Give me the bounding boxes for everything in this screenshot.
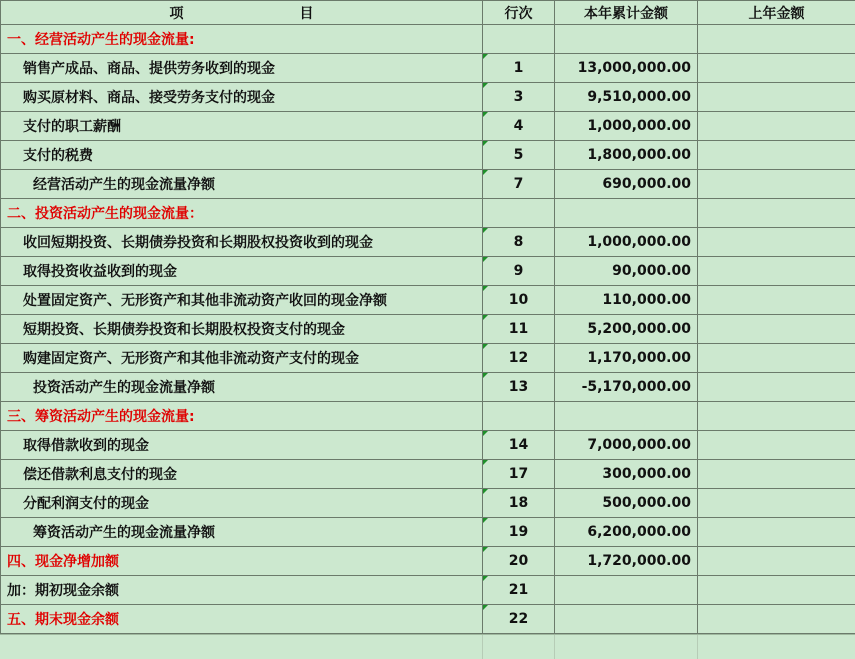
table-row	[1, 518, 855, 547]
item-cell[interactable]: 筹资活动产生的现金流量净额	[1, 518, 483, 547]
line-no-cell[interactable]: 17	[483, 460, 555, 489]
item-cell[interactable]: 购建固定资产、无形资产和其他非流动资产支付的现金	[1, 344, 483, 373]
item-cell[interactable]: 支付的税费	[1, 141, 483, 170]
line-no-cell[interactable]: 20	[483, 547, 555, 576]
item-cell[interactable]: 销售产成品、商品、提供劳务收到的现金	[1, 54, 483, 83]
table-row	[1, 431, 855, 460]
prior-year-amount-cell[interactable]	[698, 431, 855, 460]
line-no-cell[interactable]: 19	[483, 518, 555, 547]
prior-year-amount-cell[interactable]	[698, 54, 855, 83]
current-year-amount-cell[interactable]: 1,800,000.00	[555, 141, 698, 170]
item-cell[interactable]: 经营活动产生的现金流量净额	[1, 170, 483, 199]
table-row	[1, 25, 855, 54]
header-item-left: 项	[170, 6, 184, 22]
line-no-cell[interactable]: 5	[483, 141, 555, 170]
strip-divider	[554, 635, 555, 659]
table-row	[1, 54, 855, 83]
item-cell[interactable]: 收回短期投资、长期债券投资和长期股权投资收到的现金	[1, 228, 483, 257]
current-year-amount-cell[interactable]: 13,000,000.00	[555, 54, 698, 83]
prior-year-amount-cell[interactable]	[698, 257, 855, 286]
line-no-cell[interactable]: 11	[483, 315, 555, 344]
current-year-amount-cell[interactable]: 110,000.00	[555, 286, 698, 315]
current-year-amount-cell[interactable]: 500,000.00	[555, 489, 698, 518]
line-no-cell[interactable]	[483, 25, 555, 54]
table-row	[1, 112, 855, 141]
item-cell[interactable]: 二、投资活动产生的现金流量：	[1, 199, 483, 228]
item-cell[interactable]: 处置固定资产、无形资产和其他非流动资产收回的现金净额	[1, 286, 483, 315]
line-no-cell[interactable]: 10	[483, 286, 555, 315]
prior-year-amount-cell[interactable]	[698, 576, 855, 605]
prior-year-amount-cell[interactable]	[698, 605, 855, 634]
item-cell[interactable]: 购买原材料、商品、接受劳务支付的现金	[1, 83, 483, 112]
current-year-amount-cell[interactable]	[555, 402, 698, 431]
header-item-cell[interactable]	[1, 1, 483, 25]
line-no-cell[interactable]: 9	[483, 257, 555, 286]
table-row	[1, 547, 855, 576]
item-cell[interactable]: 三、筹资活动产生的现金流量:	[1, 402, 483, 431]
prior-year-amount-cell[interactable]	[698, 83, 855, 112]
table-row	[1, 373, 855, 402]
table-row	[1, 605, 855, 634]
current-year-amount-cell[interactable]: 300,000.00	[555, 460, 698, 489]
item-cell[interactable]: 取得借款收到的现金	[1, 431, 483, 460]
item-cell[interactable]: 四、现金净增加额	[1, 547, 483, 576]
line-no-cell[interactable]: 14	[483, 431, 555, 460]
line-no-cell[interactable]: 21	[483, 576, 555, 605]
current-year-amount-cell[interactable]: -5,170,000.00	[555, 373, 698, 402]
table-row	[1, 257, 855, 286]
item-cell[interactable]: 分配利润支付的现金	[1, 489, 483, 518]
line-no-cell[interactable]: 22	[483, 605, 555, 634]
empty-row-strip	[0, 634, 855, 659]
prior-year-amount-cell[interactable]	[698, 315, 855, 344]
prior-year-amount-cell[interactable]	[698, 402, 855, 431]
current-year-amount-cell[interactable]	[555, 576, 698, 605]
current-year-amount-cell[interactable]: 7,000,000.00	[555, 431, 698, 460]
line-no-cell[interactable]: 18	[483, 489, 555, 518]
current-year-amount-cell[interactable]: 1,000,000.00	[555, 112, 698, 141]
item-cell[interactable]: 支付的职工薪酬	[1, 112, 483, 141]
table-row	[1, 83, 855, 112]
current-year-amount-cell[interactable]: 9,510,000.00	[555, 83, 698, 112]
prior-year-amount-cell[interactable]	[698, 112, 855, 141]
line-no-cell[interactable]: 8	[483, 228, 555, 257]
prior-year-amount-cell[interactable]	[698, 141, 855, 170]
line-no-cell[interactable]: 1	[483, 54, 555, 83]
current-year-amount-cell[interactable]: 6,200,000.00	[555, 518, 698, 547]
table-row	[1, 170, 855, 199]
table-row	[1, 460, 855, 489]
item-cell[interactable]: 加：期初现金余额	[1, 576, 483, 605]
table-row	[1, 402, 855, 431]
table-row	[1, 576, 855, 605]
prior-year-amount-cell[interactable]	[698, 344, 855, 373]
line-no-cell[interactable]: 3	[483, 83, 555, 112]
table-row	[1, 286, 855, 315]
prior-year-amount-cell[interactable]	[698, 228, 855, 257]
header-prior-year-cell[interactable]: 上年金额	[698, 1, 855, 25]
line-no-cell[interactable]	[483, 402, 555, 431]
current-year-amount-cell[interactable]: 90,000.00	[555, 257, 698, 286]
current-year-amount-cell[interactable]: 1,170,000.00	[555, 344, 698, 373]
current-year-amount-cell[interactable]: 5,200,000.00	[555, 315, 698, 344]
prior-year-amount-cell[interactable]	[698, 518, 855, 547]
prior-year-amount-cell[interactable]	[698, 170, 855, 199]
table-row	[1, 141, 855, 170]
line-no-cell[interactable]: 12	[483, 344, 555, 373]
header-item-right: 目	[300, 6, 314, 22]
strip-divider	[482, 635, 483, 659]
header-current-year-cell[interactable]: 本年累计金额	[555, 1, 698, 25]
current-year-amount-cell[interactable]: 1,000,000.00	[555, 228, 698, 257]
prior-year-amount-cell[interactable]	[698, 489, 855, 518]
table-row	[1, 489, 855, 518]
prior-year-amount-cell[interactable]	[698, 460, 855, 489]
line-no-cell[interactable]: 7	[483, 170, 555, 199]
item-cell[interactable]: 偿还借款利息支付的现金	[1, 460, 483, 489]
item-cell[interactable]: 一、经营活动产生的现金流量:	[1, 25, 483, 54]
item-cell[interactable]: 投资活动产生的现金流量净额	[1, 373, 483, 402]
current-year-amount-cell[interactable]	[555, 25, 698, 54]
prior-year-amount-cell[interactable]	[698, 25, 855, 54]
item-cell[interactable]: 取得投资收益收到的现金	[1, 257, 483, 286]
line-no-cell[interactable]: 13	[483, 373, 555, 402]
table-row	[1, 228, 855, 257]
header-line-no-cell[interactable]: 行次	[483, 1, 555, 25]
current-year-amount-cell[interactable]: 690,000.00	[555, 170, 698, 199]
current-year-amount-cell[interactable]	[555, 199, 698, 228]
table-row	[1, 344, 855, 373]
prior-year-amount-cell[interactable]	[698, 547, 855, 576]
prior-year-amount-cell[interactable]	[698, 199, 855, 228]
prior-year-amount-cell[interactable]	[698, 373, 855, 402]
prior-year-amount-cell[interactable]	[698, 286, 855, 315]
line-no-cell[interactable]	[483, 199, 555, 228]
current-year-amount-cell[interactable]: 1,720,000.00	[555, 547, 698, 576]
line-no-cell[interactable]: 4	[483, 112, 555, 141]
current-year-amount-cell[interactable]	[555, 605, 698, 634]
header-row	[1, 1, 855, 25]
strip-divider	[697, 635, 698, 659]
item-cell[interactable]: 短期投资、长期债券投资和长期股权投资支付的现金	[1, 315, 483, 344]
item-cell[interactable]: 五、期末现金余额	[1, 605, 483, 634]
table-row	[1, 315, 855, 344]
table-row	[1, 199, 855, 228]
